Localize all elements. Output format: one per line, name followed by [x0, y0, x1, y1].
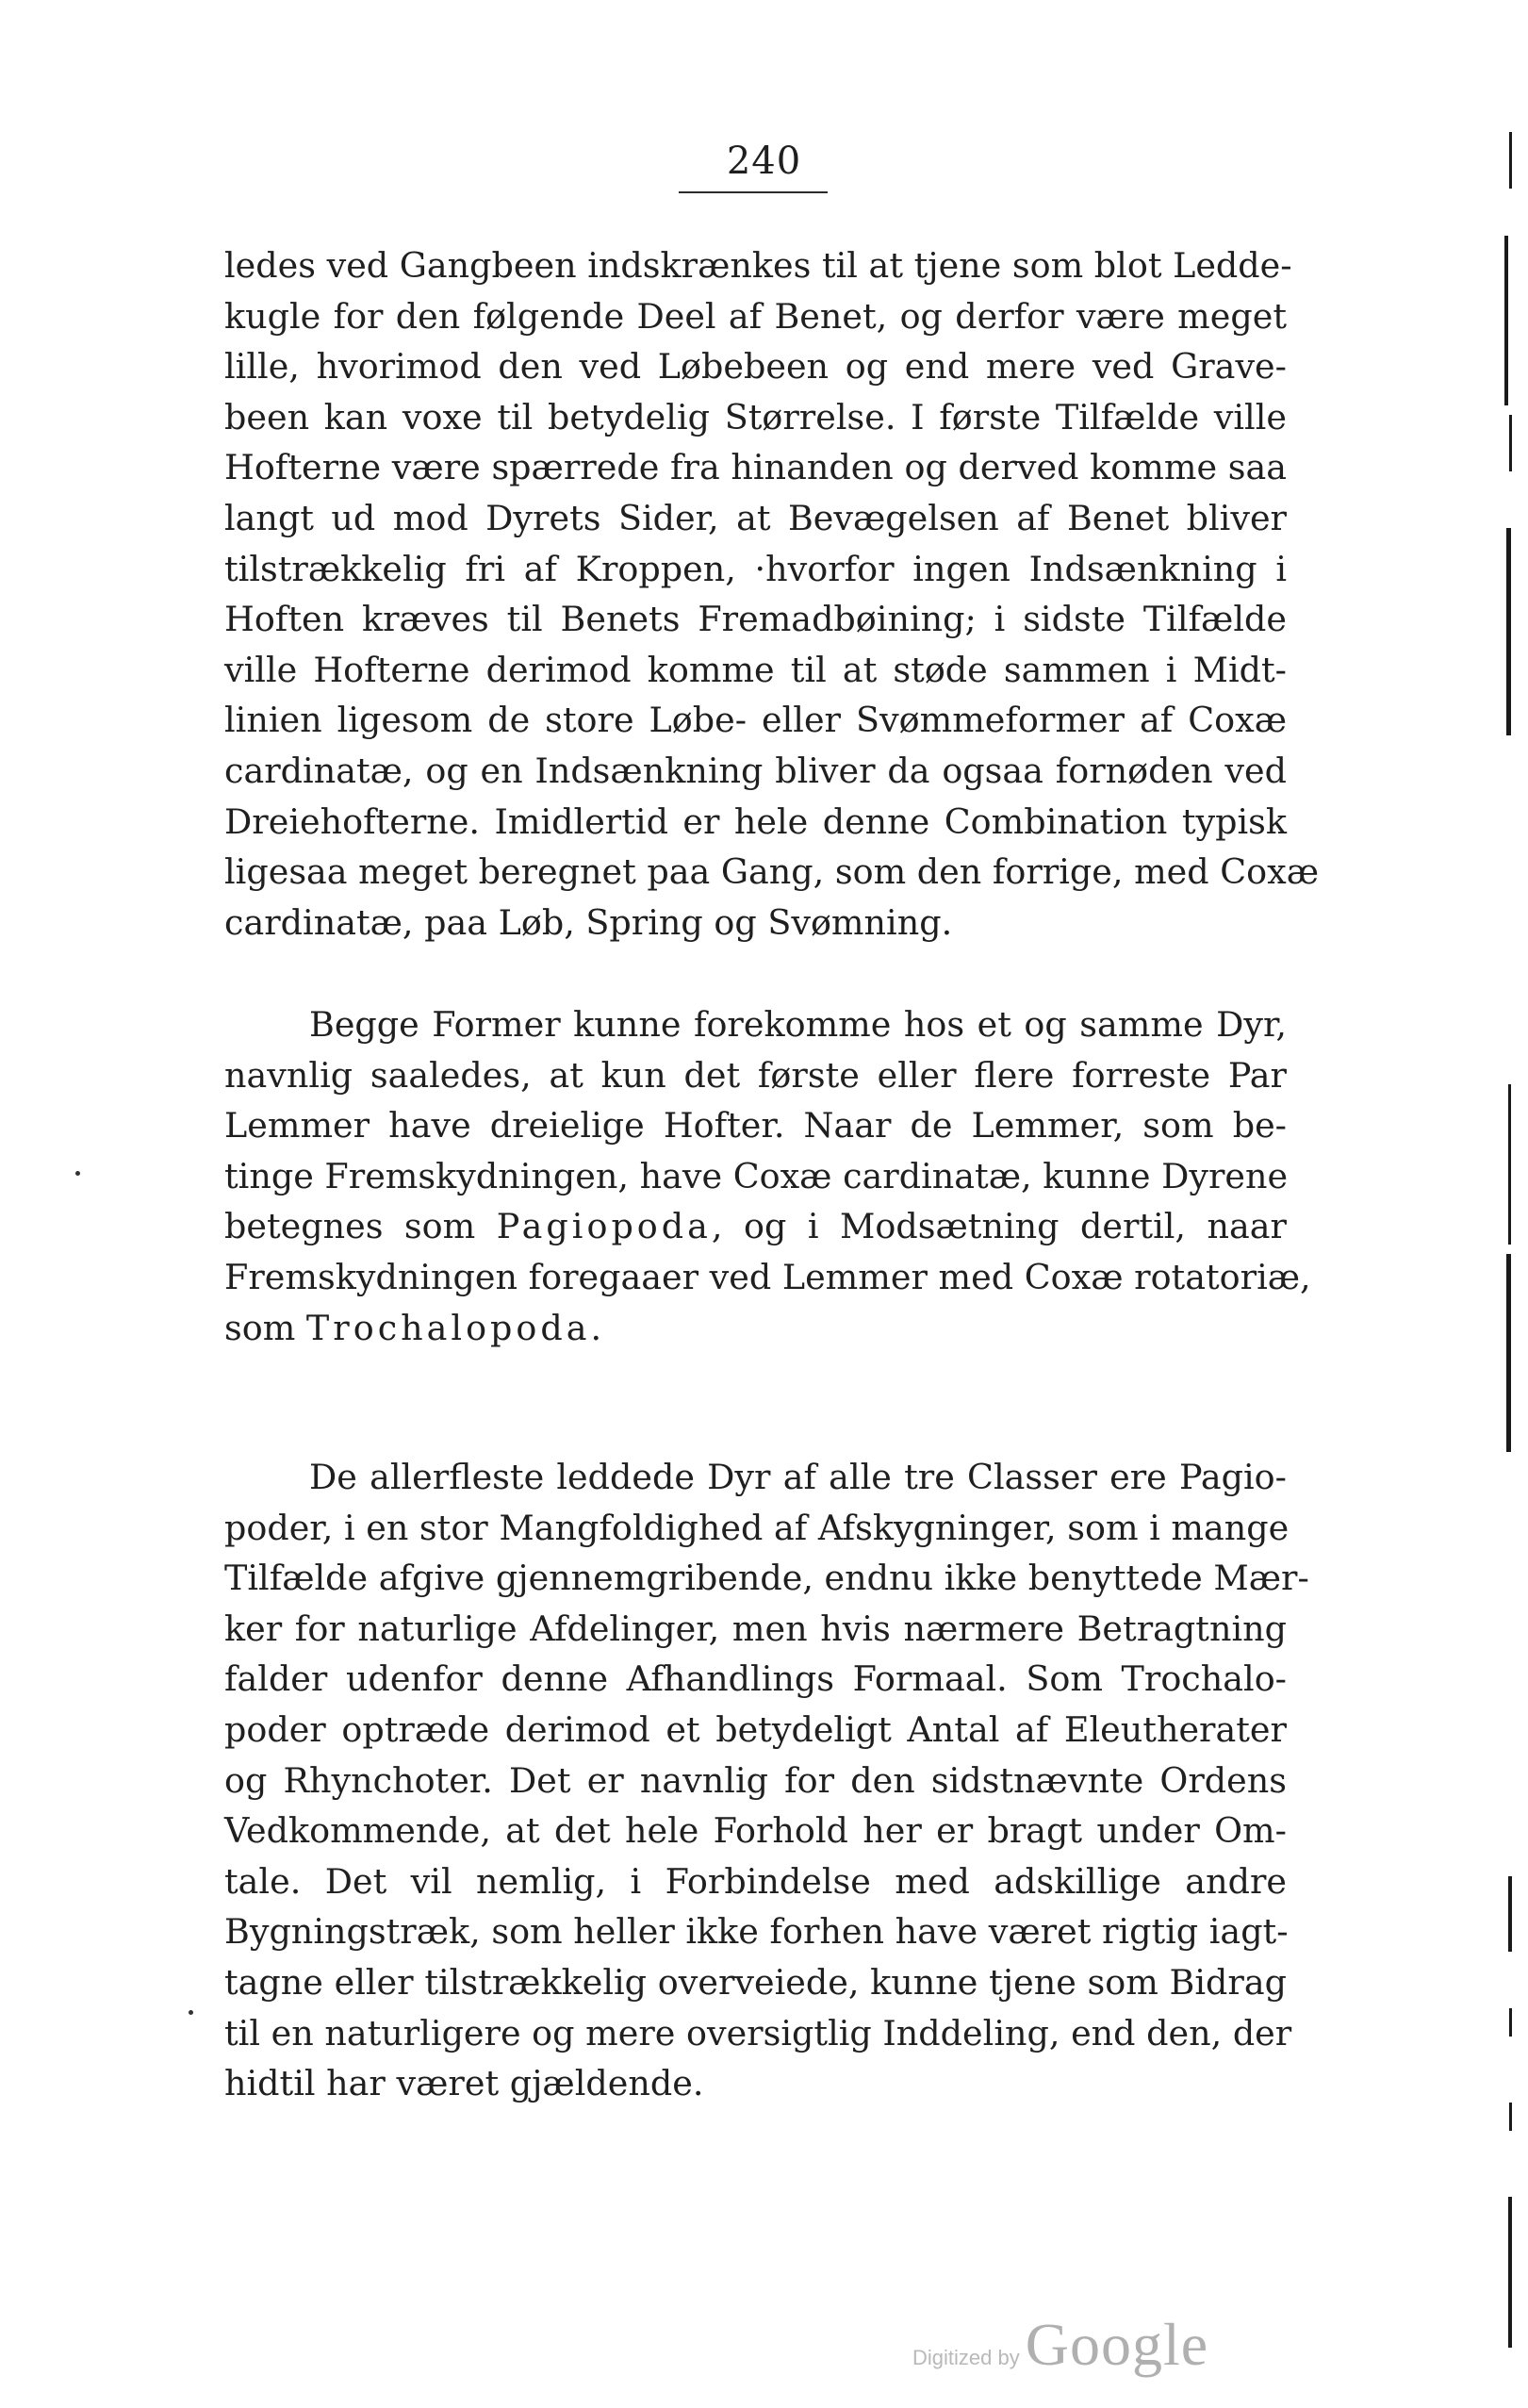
scan-edge-mark	[1506, 1254, 1511, 1452]
text-line: Vedkommende, at det hele Forhold her er bragt under Om-	[224, 1810, 1287, 1852]
paragraph-3	[224, 1452, 1309, 2109]
text-line: navnlig saaledes, at kun det første eller flere forreste Par	[224, 1054, 1287, 1096]
text-line: og Rhynchoter. Det er navnlig for den sidstnævnte Ordens	[224, 1759, 1287, 1801]
text-line: linien ligesom de store Løbe- eller Svømmeformer af Coxæ	[224, 700, 1287, 741]
page-number-rule	[679, 191, 828, 193]
text-line: Hofterne være spærrede fra hinanden og derved komme saa	[224, 447, 1287, 488]
text-line: ledes ved Gangbeen indskrænkes til at tjene som blot Ledde-	[224, 245, 1292, 286]
scan-edge-mark	[1506, 528, 1511, 735]
scan-edge-mark	[1509, 2008, 1512, 2037]
digitized-by-google-watermark	[912, 2310, 1208, 2380]
scan-edge-mark	[1509, 415, 1512, 471]
text-line: hidtil har været gjældende.	[224, 2063, 704, 2104]
paragraph-2	[224, 999, 1311, 1353]
scan-edge-mark	[1509, 132, 1512, 189]
text-line: Lemmer have dreielige Hofter. Naar de Lemmer, som be-	[224, 1105, 1287, 1146]
text-line: ligesaa meget beregnet paa Gang, som den forrige, med Coxæ	[224, 851, 1320, 893]
text-line: kugle for den følgende Deel af Benet, og derfor være meget	[224, 295, 1287, 337]
text-line: Begge Former kunne forekomme hos et og samme Dyr,	[309, 1004, 1287, 1045]
text-line: Tilfælde afgive gjennemgribende, endnu ikke benyttede Mær-	[224, 1558, 1309, 1599]
text-line: De allerfleste leddede Dyr af alle tre Classer ere Pagio-	[309, 1457, 1287, 1497]
paragraph-1	[224, 240, 1320, 948]
text-line: poder optræde derimod et betydeligt Antal af Eleutherater	[224, 1708, 1287, 1750]
text-line: Bygningstræk, som heller ikke forhen have været rigtig iagt-	[224, 1911, 1289, 1953]
text-line: betegnes som Pagiopoda, og i Modsætning dertil, naar	[224, 1206, 1287, 1247]
scan-edge-mark	[1509, 2103, 1512, 2131]
text-line: ville Hofterne derimod komme til at støde sammen i Midt-	[224, 649, 1287, 690]
text-line: tinge Fremskydningen, have Coxæ cardinatæ, kunne Dyrene	[224, 1155, 1289, 1196]
text-line: been kan voxe til betydelig Størrelse. I første Tilfælde ville	[224, 396, 1287, 437]
text-line: falder udenfor denne Afhandlings Formaal. Som Trochalo-	[224, 1658, 1287, 1700]
text-line: Dreiehofterne. Imidlertid er hele denne Combination typisk	[224, 800, 1287, 842]
text-line: som Trochalopoda.	[224, 1307, 602, 1348]
google-logo: Google	[1025, 2311, 1209, 2378]
text-line: Hoften kræves til Benets Fremadbøining; i sidste Tilfælde	[224, 599, 1287, 640]
stray-dot	[189, 2010, 193, 2015]
text-line: langt ud mod Dyrets Sider, at Bevægelsen af Benet bliver	[224, 497, 1287, 538]
text-line: tilstrækkelig fri af Kroppen, ·hvorfor ingen Indsænkning i	[224, 548, 1287, 589]
scan-edge-mark	[1508, 1876, 1512, 1952]
text-line: ker for naturlige Afdelinger, men hvis nærmere Betragtning	[224, 1608, 1287, 1649]
text-line: Fremskydningen foregaaer ved Lemmer med Coxæ rotatoriæ,	[224, 1256, 1311, 1297]
text-line: lille, hvorimod den ved Løbebeen og end mere ved Grave-	[224, 346, 1287, 388]
text-line: til en naturligere og mere oversigtlig Inddeling, end den, der	[224, 2012, 1292, 2053]
text-line: poder, i en stor Mangfoldighed af Afskygninger, som i mange	[224, 1507, 1290, 1548]
text-line: tale. Det vil nemlig, i Forbindelse med adskillige andre	[224, 1860, 1287, 1902]
scan-edge-mark	[1508, 1084, 1511, 1245]
text-line: cardinatæ, og en Indsænkning bliver da ogsaa fornøden ved	[224, 750, 1287, 791]
scan-edge-mark	[1508, 2197, 1512, 2348]
watermark-prefix: Digitized by	[912, 2346, 1020, 2369]
text-line: cardinatæ, paa Løb, Spring og Svømning.	[224, 901, 953, 943]
scan-edge-mark	[1504, 236, 1508, 405]
stray-dot	[75, 1171, 80, 1176]
page-number: 240	[726, 140, 802, 183]
text-line: tagne eller tilstrækkelig overveiede, kunne tjene som Bidrag	[224, 1961, 1287, 2003]
